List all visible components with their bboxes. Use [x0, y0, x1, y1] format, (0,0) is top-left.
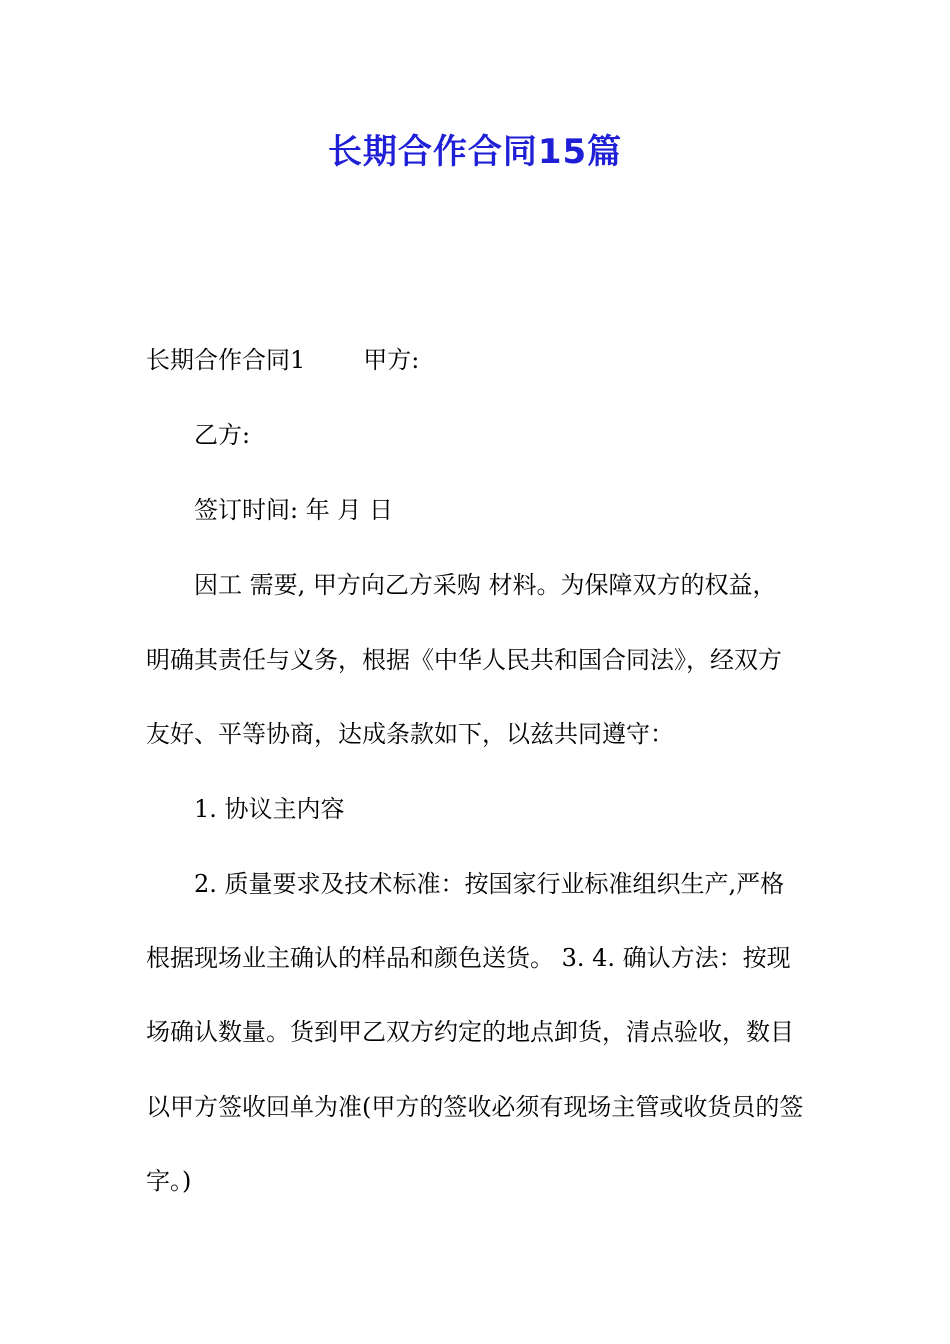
contract-heading [146, 342, 811, 378]
contract-name: 长期合作合同1 [146, 346, 306, 374]
paragraph-line: 明确其责任与义务，根据《中华人民共和国合同法》，经双方 [146, 646, 782, 674]
clause-2: 2. 质量要求及技术标准：按国家行业标准组织生产,严格 [194, 870, 785, 898]
paragraph-line: 因工 需要, 甲方向乙方采购 材料。为保障双方的权益， [194, 571, 777, 599]
clause-1: 1. 协议主内容 [194, 795, 345, 823]
party-b-label: 乙方: [194, 421, 251, 449]
paragraph-line: 以甲方签收回单为准(甲方的签收必须有现场主管或收货员的签 [146, 1093, 804, 1121]
paragraph-line: 友好、平等协商，达成条款如下，以兹共同遵守： [146, 720, 674, 748]
paragraph-line: 根据现场业主确认的样品和颜色送货。 3. 4. 确认方法：按现 [146, 944, 791, 972]
party-a-label: 甲方: [363, 346, 420, 374]
document-title: 长期合作合同15篇 [327, 132, 623, 172]
paragraph-line: 字。) [146, 1167, 192, 1195]
paragraph-line: 场确认数量。货到甲乙双方约定的地点卸货，清点验收，数目 [146, 1018, 794, 1046]
signing-date-line: 签订时间: 年 月 日 [194, 496, 393, 524]
